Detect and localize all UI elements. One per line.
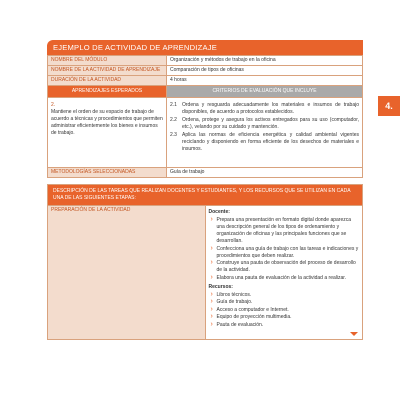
info-row <box>48 76 363 86</box>
docente-title: Docente: <box>208 209 230 215</box>
preparacion-body <box>205 206 363 340</box>
docente-list <box>209 217 360 282</box>
criterio-number: 2.2 <box>170 117 177 123</box>
metodologia-row <box>48 168 363 178</box>
section-header-row <box>48 86 363 98</box>
recursos-title: Recursos: <box>208 283 233 290</box>
list-item: › Pauta de evaluación. <box>209 322 360 329</box>
info-row <box>48 66 363 76</box>
info-value: Comparación de tipos de oficinas <box>167 66 363 76</box>
preparacion-row <box>48 206 363 340</box>
criterio-text: Aplica las normas de eficiencia energética y calidad ambiental vigentes reciclando y disponiendo en forma eficiente de los desechos de materiales e insumos. <box>182 132 359 152</box>
metodologia-value: Guía de trabajo <box>167 168 363 178</box>
criteria-row <box>48 98 363 168</box>
recursos-list <box>209 292 360 329</box>
aprendizajes-header: APRENDIZAJES ESPERADOS <box>48 86 167 98</box>
list-item: › Construye una pauta de observación del proceso de desarrollo de la actividad. <box>209 260 360 274</box>
criterio-text: Ordena y resguarda adecuadamente los materiales e insumos de trabajo disponibles, de acuerdo a protocolos establecidos. <box>182 102 359 115</box>
criterio-item <box>170 132 359 153</box>
info-table <box>47 55 363 178</box>
info-value: Organización y métodos de trabajo en la oficina <box>167 56 363 66</box>
info-label: NOMBRE DE LA ACTIVIDAD DE APRENDIZAJE <box>48 66 167 76</box>
criterio-item <box>170 117 359 131</box>
list-item: › Elabora una pauta de evaluación de la actividad a realizar. <box>209 275 360 282</box>
preparacion-label: PREPARACIÓN DE LA ACTIVIDAD <box>48 206 206 340</box>
list-item: › Acceso a computador e Internet. <box>209 307 360 314</box>
aprendizaje-number: 2. <box>51 102 56 108</box>
criterio-number: 2.1 <box>170 102 177 108</box>
continue-arrow-icon <box>350 332 358 336</box>
tasks-description: DESCRIPCIÓN DE LAS TAREAS QUE REALIZAN DOCENTES Y ESTUDIANTES, Y LOS RECURSOS QUE SE UTILIZAN EN CADA UNA DE LAS SIGUIENTES ETAPAS: <box>48 185 363 206</box>
tasks-table <box>47 184 363 340</box>
metodologia-label: METODOLOGÍAS SELECCIONADAS <box>48 168 167 178</box>
criterio-text: Ordena, protege y asegura los activos entregados para su uso (computador, etc.), velando por su cuidado y mantención. <box>182 117 359 130</box>
criterio-number: 2.3 <box>170 132 177 138</box>
criterios-header: CRITERIOS DE EVALUACIÓN QUE INCLUYE <box>167 86 363 98</box>
aprendizaje-text: Mantiene el orden de su espacio de trabajo de acuerdo a técnicas y procedimientos que permiten administrar eficientemente los bienes e insumos de trabajo. <box>51 109 163 136</box>
activity-document <box>47 40 363 340</box>
aprendizaje-cell <box>48 98 167 168</box>
criterio-item <box>170 102 359 116</box>
list-item: › Libros técnicos. <box>209 292 360 299</box>
document-title: EJEMPLO DE ACTIVIDAD DE APRENDIZAJE <box>47 40 363 55</box>
info-label: DURACIÓN DE LA ACTIVIDAD <box>48 76 167 86</box>
list-item: › Confecciona una guía de trabajo con las tareas e indicaciones y procedimientos que deben realizar. <box>209 246 360 260</box>
list-item: › Guía de trabajo. <box>209 299 360 306</box>
list-item: › Equipo de proyección multimedia. <box>209 314 360 321</box>
criterios-cell <box>167 98 363 168</box>
info-label: NOMBRE DEL MÓDULO <box>48 56 167 66</box>
info-row <box>48 56 363 66</box>
description-row <box>48 185 363 206</box>
list-item: › Prepara una presentación en formato digital donde aparezca una descripción general de los tipos de ordenamiento y organización de oficinas y las principales funciones que se desarrollan. <box>209 217 360 245</box>
info-value: 4 horas <box>167 76 363 86</box>
chapter-tab: 4. <box>378 96 400 116</box>
